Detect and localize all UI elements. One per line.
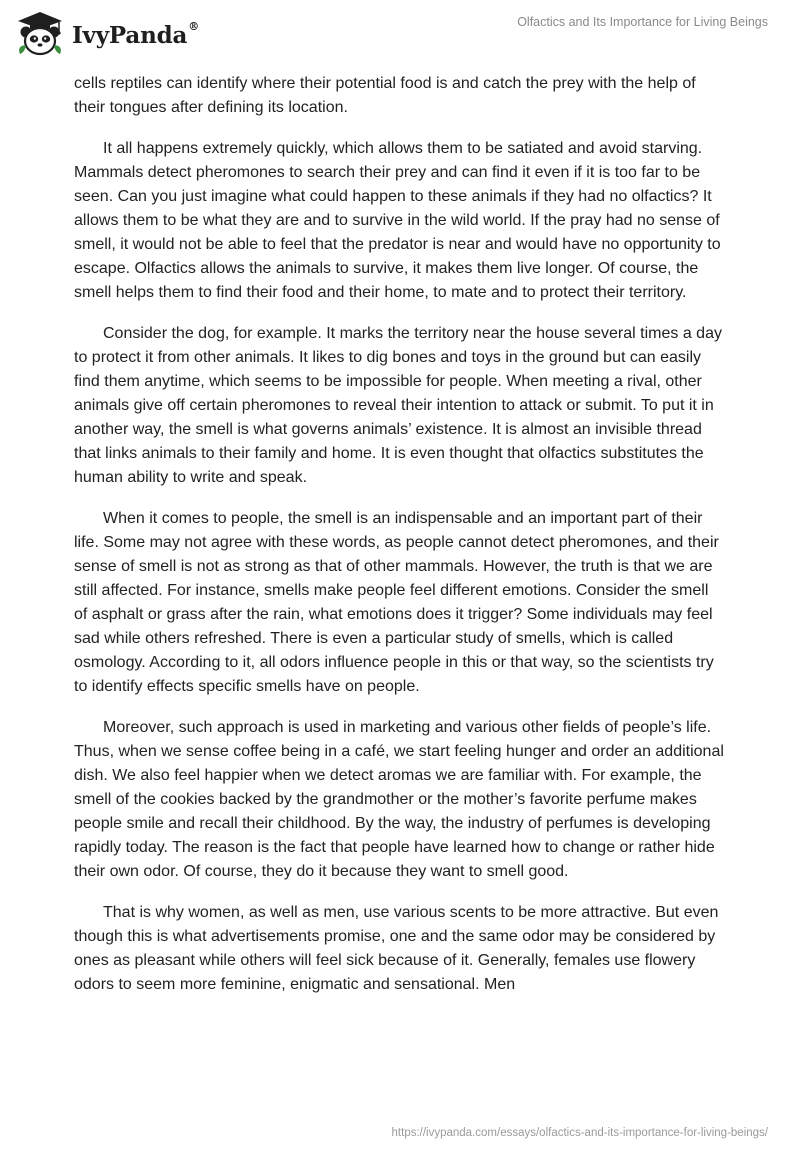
source-url[interactable]: https://ivypanda.com/essays/olfactics-and-its-importance-for-living-beings/ — [391, 1127, 768, 1139]
paragraph-2: It all happens extremely quickly, which allows them to be satiated and avoid starving. Mammals detect pheromones to search their prey and can find it even if it is too far to be seen. Can you just imagine what could happen to these animals if they had no olfactics? It allows them to be what they are and to survive in the wild world. If the pray had no sense of smell, it would not be able to feel that the predator is near and would have no opportunity to escape. Olfactics allows the animals to survive, it makes them live longer. Of course, the smell helps them to find their food and their home, to mate and to protect their territory. — [74, 140, 721, 301]
paragraph-6: That is why women, as well as men, use various scents to be more attractive. But even though this is what advertisements promise, one and the same odor may be considered by ones as pleasant while others will feel sick because of it. Generally, females use flowery odors to seem more feminine, enigmatic and sensational. Men — [74, 904, 719, 993]
paragraph-1: cells reptiles can identify where their potential food is and catch the prey with the help of their tongues after defining its location. — [74, 75, 696, 116]
registered-mark: ® — [188, 19, 199, 33]
document-title: Olfactics and Its Importance for Living Beings — [517, 15, 768, 29]
logo-name: IvyPanda — [72, 21, 188, 49]
logo-wordmark — [72, 19, 199, 49]
paragraph-5: Moreover, such approach is used in marketing and various other fields of people’s life. Thus, when we sense coffee being in a café, we start feeling hunger and order an additional dish. We also feel happier when we detect aromas we are familiar with. For example, the smell of the cookies backed by the grandmother or the mother’s favorite perfume makes people smile and recall their childhood. By the way, the industry of perfumes is developing rapidly today. The reason is the fact that people have learned how to change or rather hide their own odor. Of course, they do it because they want to smell good. — [74, 719, 724, 880]
essay-body — [74, 72, 724, 1014]
paragraph-3: Consider the dog, for example. It marks the territory near the house several times a day to protect it from other animals. It likes to dig bones and toys in the ground but can easily find them anytime, which seems to be impossible for people. When meeting a rival, other animals give off certain pheromones to reveal their intention to attack or submit. To put it in another way, the smell is what governs animals’ existence. It is almost an invisible thread that links animals to their family and home. It is even thought that olfactics substitutes the human ability to write and speak. — [74, 325, 722, 486]
paragraph-4: When it comes to people, the smell is an indispensable and an important part of their life. Some may not agree with these words, as people cannot detect pheromones, and their sense of smell is not as strong as that of other mammals. However, the truth is that we are still affected. For instance, smells make people feel different emotions. Consider the smell of asphalt or grass after the rain, what emotions does it trigger? Some individuals may feel sad while others refreshed. There is even a particular study of smells, which is called osmology. According to it, all odors influence people in this or that way, so the scientists try to identify effects specific smells have on people. — [74, 510, 719, 695]
panda-graduate-icon — [14, 10, 66, 58]
ivypanda-logo[interactable] — [14, 10, 199, 58]
page-header — [0, 0, 800, 70]
